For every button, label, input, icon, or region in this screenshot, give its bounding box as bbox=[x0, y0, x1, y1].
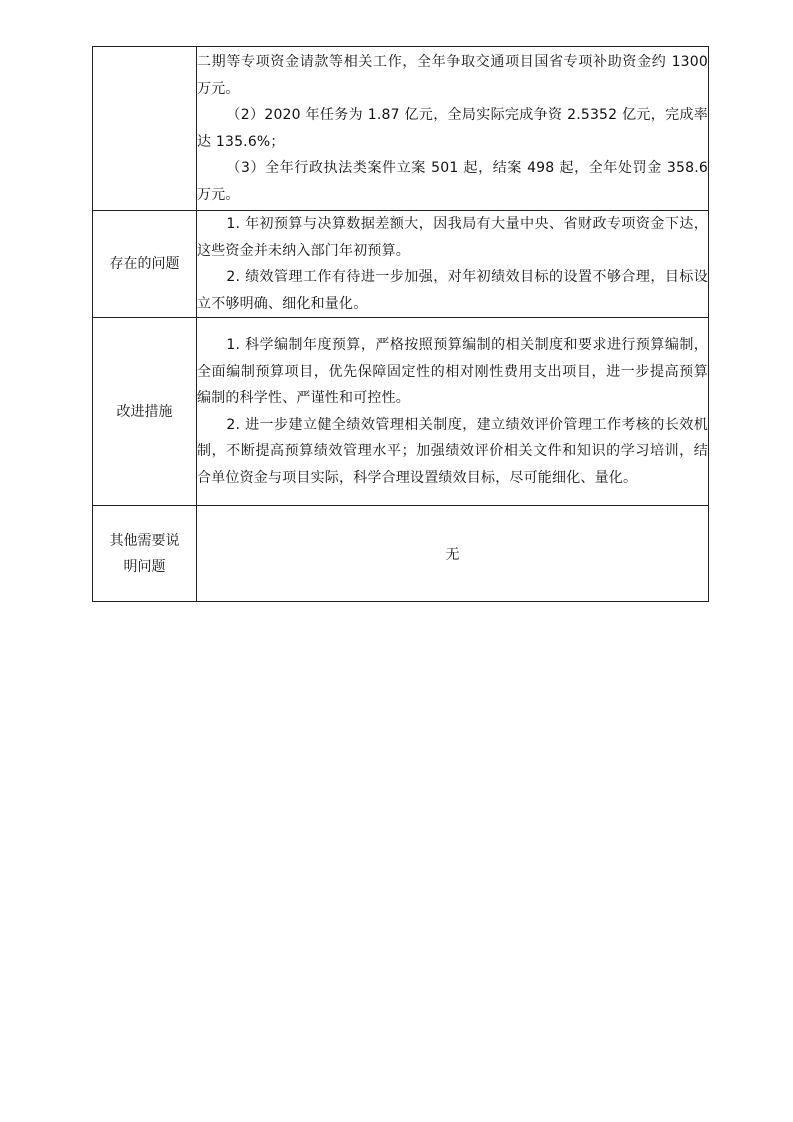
row-label-empty bbox=[93, 47, 197, 211]
content-paragraph: （2）2020 年任务为 1.87 亿元，全局实际完成争资 2.5352 亿元，完成率达 135.6%； bbox=[197, 107, 708, 150]
row-content-other-issues: 无 bbox=[197, 506, 709, 602]
table-row-measures bbox=[93, 318, 709, 506]
content-paragraph: 1. 科学编制年度预算，严格按照预算编制的相关制度和要求进行预算编制，全面编制预算项目，优先保障固定性的相对刚性费用支出项目，进一步提高预算编制的科学性、严谨性和可控性。 bbox=[197, 337, 708, 406]
table-row-continued-results bbox=[93, 47, 709, 211]
row-label-line: 其他需要说 bbox=[109, 532, 180, 549]
row-content-continued-results bbox=[197, 47, 709, 211]
table-row-other-issues bbox=[93, 506, 709, 602]
content-paragraph: 2. 绩效管理工作有待进一步加强，对年初绩效目标的设置不够合理，目标设立不够明确、细化和量化。 bbox=[197, 269, 708, 312]
row-label-issues: 存在的问题 bbox=[93, 211, 197, 318]
content-paragraph: 2. 进一步建立健全绩效管理相关制度，建立绩效评价管理工作考核的长效机制，不断提高预算绩效管理水平；加强绩效评价相关文件和知识的学习培训，结合单位资金与项目实际，科学合理设置绩效目标，尽可能细化、量化。 bbox=[197, 416, 708, 486]
content-paragraph: 二期等专项资金请款等相关工作，全年争取交通项目国省专项补助资金约 1300 万元。 bbox=[197, 54, 708, 97]
row-content-measures bbox=[197, 318, 709, 506]
table-row-issues bbox=[93, 211, 709, 318]
row-label-line: 明问题 bbox=[123, 558, 166, 575]
report-table bbox=[92, 46, 709, 602]
content-paragraph: 1. 年初预算与决算数据差额大，因我局有大量中央、省财政专项资金下达，这些资金并未纳入部门年初预算。 bbox=[197, 216, 708, 259]
row-content-issues bbox=[197, 211, 709, 318]
row-label-other-issues bbox=[93, 506, 197, 602]
row-label-measures: 改进措施 bbox=[93, 318, 197, 506]
content-paragraph: （3）全年行政执法类案件立案 501 起，结案 498 起，全年处罚金 358.6 万元。 bbox=[197, 160, 708, 203]
